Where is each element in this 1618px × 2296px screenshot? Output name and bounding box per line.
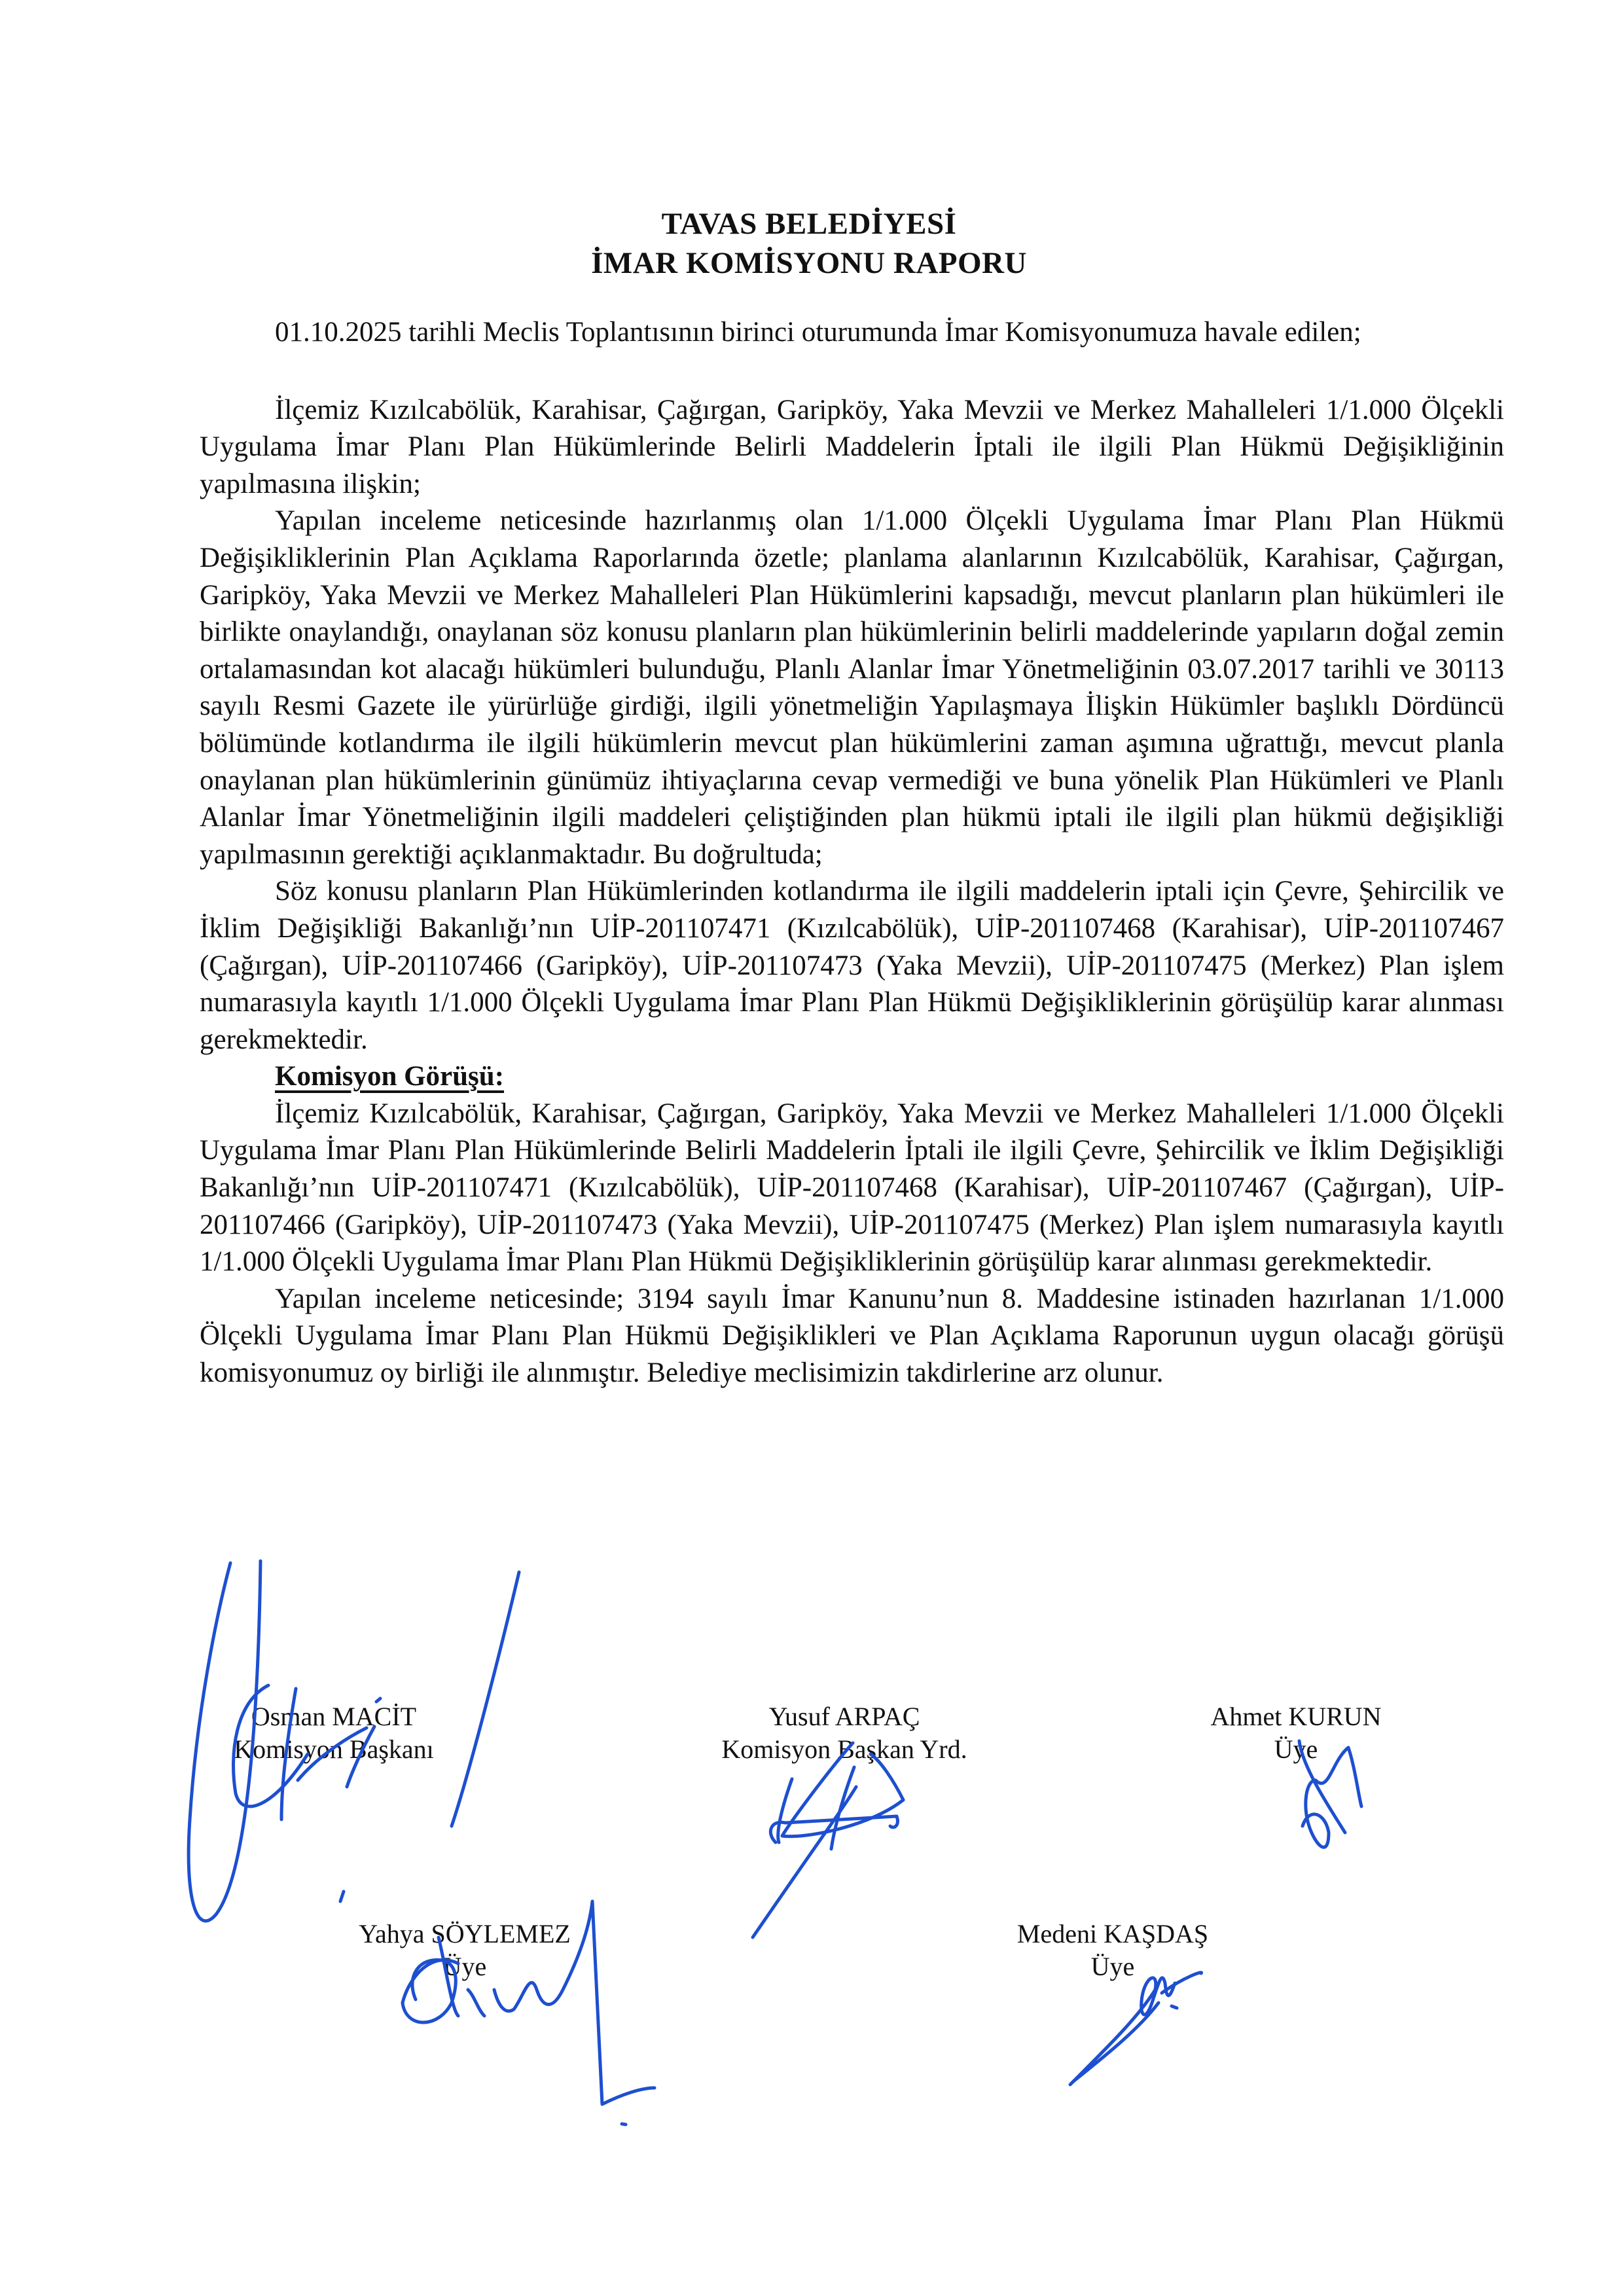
opinion-heading: Komisyon Görüşü: — [275, 1061, 505, 1092]
signatory-name: Yusuf ARPAÇ — [768, 1702, 920, 1731]
signatory-block — [1178, 1700, 1414, 1766]
signatory-role: Komisyon Başkan Yrd. — [721, 1734, 967, 1764]
opinion-heading-line — [200, 1058, 1504, 1096]
subject-paragraph: İlçemiz Kızılcabölük, Karahisar, Çağırgan, Garipköy, Yaka Mevzii ve Merkez Mahalleleri 1/1.000 Ölçekli Uygulama İmar Planı Plan Hükümlerinde Belirli Maddelerin İptali ile ilgili Plan Hükmü Değişikliğinin yapılmasına ilişkin; — [200, 394, 1504, 499]
spacer — [200, 351, 1504, 392]
signatory-block — [694, 1700, 995, 1766]
signatory-name: Medeni KAŞDAŞ — [1016, 1919, 1209, 1948]
signatory-block — [334, 1918, 596, 1983]
review-paragraph: Yapılan inceleme neticesinde hazırlanmış olan 1/1.000 Ölçekli Uygulama İmar Planı Plan Hükmü Değişikliklerinin Plan Açıklama Raporlarında özetle; planlama alanlarının Kızılcabölük, Karahisar, Çağırgan, Garipköy, Yaka Mevzii ve Merkez Mahalleleri Plan Hükümlerini kapsadığı, mevcut planların plan hükümleri ile birlikte onaylandığı, onaylanan söz konusu planların plan hükümlerinin belirli maddelerinde yapıların doğal zemin ortalamasından kot alacağı hükümleri bulunduğu, Planlı Alanlar İmar Yönetmeliğinin 03.07.2017 tarihli ve 30113 sayılı Resmi Gazete ile yürürlüğe girdiği, ilgili yönetmeliğin Yapılaşmaya İlişkin Hükümler başlıklı Dördüncü bölümünde kotlandırma ile ilgili hükümlerin mevcut plan hükümlerini zaman aşımına uğrattığı, mevcut planla onaylanan plan hükümlerinin günümüz ihtiyaçlarına cevap vermediği ve buna yönelik Plan Hükümleri ve Planlı Alanlar İmar Yönetmeliğinin ilgili maddeleri çeliştiğinden plan hükmü iptali ile ilgili plan hükmü değişikliği yapılmasının gerektiği açıklanmaktadır. Bu doğrultuda; — [200, 505, 1504, 870]
signatory-block — [196, 1700, 471, 1766]
signatory-name: Yahya SÖYLEMEZ — [359, 1919, 571, 1948]
municipality-title: TAVAS BELEDİYESİ — [661, 207, 957, 241]
signature-medeni-kasdas — [1070, 1973, 1202, 2085]
signatory-name: Ahmet KURUN — [1210, 1702, 1382, 1731]
signatory-role: Üye — [1274, 1734, 1318, 1764]
opinion-paragraph: İlçemiz Kızılcabölük, Karahisar, Çağırgan, Garipköy, Yaka Mevzii ve Merkez Mahalleleri 1/1.000 Ölçekli Uygulama İmar Planı Plan Hükümlerinde Belirli Maddelerin İptali ile ilgili Çevre, Şehircilik ve İklim Değişikliği Bakanlığı’nın UİP-201107471 (Kızılcabölük), UİP-201107468 (Karahisar), UİP-201107467 (Çağırgan), UİP-201107466 (Garipköy), UİP-201107473 (Yaka Mevzii), UİP-201107475 (Merkez) Plan işlem numarasıyla kayıtlı 1/1.000 Ölçekli Uygulama İmar Planı Plan Hükmü Değişikliklerinin görüşülüp karar alınması gerekmektedir. — [200, 1098, 1504, 1278]
signatory-role: Üye — [442, 1952, 487, 1981]
signatory-block — [995, 1918, 1231, 1983]
signatory-role: Komisyon Başkanı — [234, 1734, 434, 1764]
signatory-role: Üye — [1090, 1952, 1135, 1981]
signatory-name: Osman MACİT — [251, 1702, 417, 1731]
report-title: İMAR KOMİSYONU RAPORU — [591, 246, 1027, 280]
signature-yusuf-arpac — [753, 1743, 903, 1937]
report-body — [200, 314, 1504, 1392]
intro-paragraph: 01.10.2025 tarihli Meclis Toplantısının birinci oturumunda İmar Komisyonumuza havale edilen; — [275, 317, 1361, 348]
request-paragraph: Söz konusu planların Plan Hükümlerinden kotlandırma ile ilgili maddelerin iptali için Çevre, Şehircilik ve İklim Değişikliği Bakanlığı’nın UİP-201107471 (Kızılcabölük), UİP-201107468 (Karahisar), UİP-201107467 (Çağırgan), UİP-201107466 (Garipköy), UİP-201107473 (Yaka Mevzii), UİP-201107475 (Merkez) Plan işlem numarasıyla kayıtlı 1/1.000 Ölçekli Uygulama İmar Planı Plan Hükmü Değişikliklerinin görüşülüp karar alınması gerekmektedir. — [200, 876, 1504, 1055]
conclusion-paragraph: Yapılan inceleme neticesinde; 3194 sayılı İmar Kanunu’nun 8. Maddesine istinaden hazırlanan 1/1.000 Ölçekli Uygulama İmar Planı Plan Hükmü Değişiklikleri ve Plan Açıklama Raporunun uygun olacağı görüşü komisyonumuz oy birliği ile alınmıştır. Belediye meclisimizin takdirlerine arz olunur. — [200, 1283, 1504, 1389]
